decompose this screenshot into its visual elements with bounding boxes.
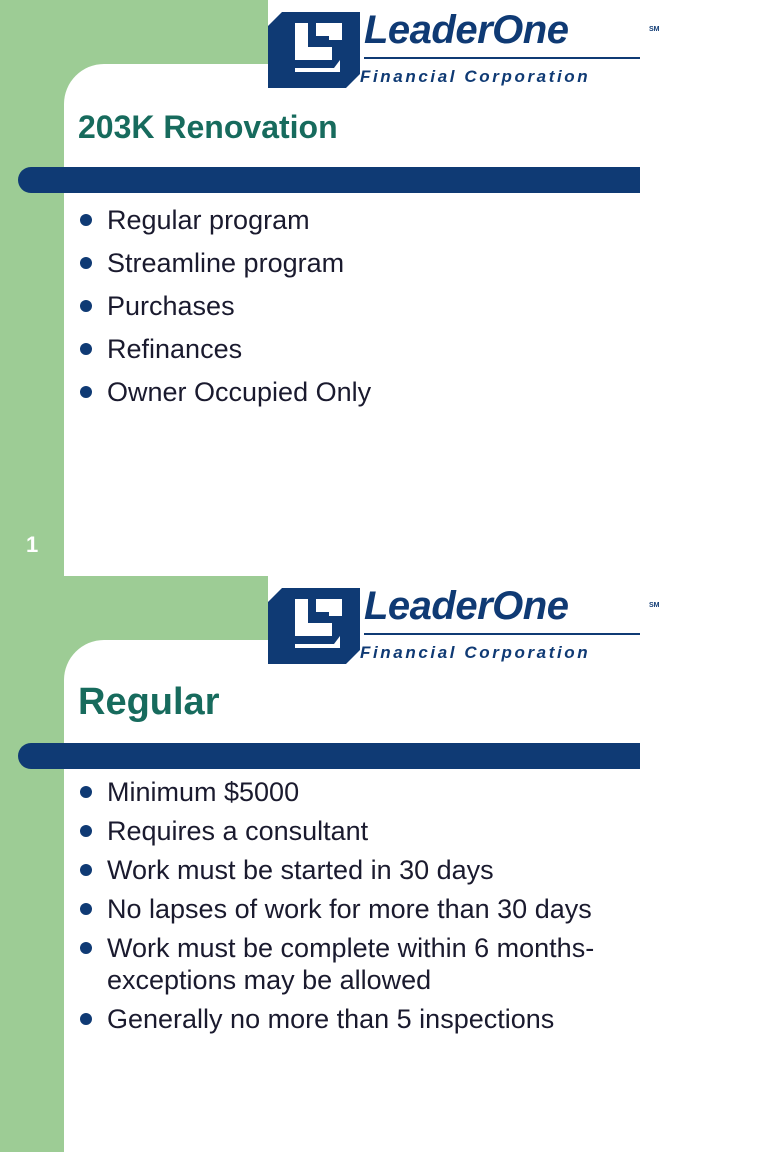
list-item (78, 332, 371, 366)
logo-tagline: Financial Corporation (360, 643, 591, 662)
service-mark: SM (649, 26, 660, 33)
bullet-text: Generally no more than 5 inspections (107, 1004, 555, 1034)
title-underline-bar (18, 743, 640, 769)
logo-wordmark: LeaderOne (364, 584, 569, 628)
bullet-text: Work must be started in 30 days (107, 855, 494, 885)
title-underline-bar (18, 167, 640, 193)
list-item (78, 375, 371, 409)
bullet-text: No lapses of work for more than 30 days (107, 894, 592, 924)
slide-title: Regular (78, 681, 220, 723)
list-item (78, 203, 371, 237)
bullet-text: Owner Occupied Only (107, 377, 372, 407)
company-logo (268, 10, 668, 90)
bullet-text: Work must be complete within 6 months- exceptions may be allowed (107, 933, 595, 995)
list-item (78, 1003, 667, 1035)
company-logo (268, 586, 668, 666)
bullet-text: Streamline program (107, 248, 345, 278)
bullet-icon (80, 1013, 92, 1025)
bullet-text: Refinances (107, 334, 243, 364)
bullet-icon (80, 903, 92, 915)
slide-title: 203K Renovation (78, 109, 338, 145)
bullet-text: Requires a consultant (107, 816, 369, 846)
list-item (78, 893, 667, 925)
bullet-icon (80, 343, 92, 355)
bullet-list (78, 203, 371, 418)
slide-2 (0, 576, 768, 1152)
logo-divider (364, 633, 640, 635)
bullet-icon (80, 864, 92, 876)
bullet-icon (80, 825, 92, 837)
list-item (78, 246, 371, 280)
logo-tagline: Financial Corporation (360, 67, 591, 86)
slide-number: 1 (26, 532, 39, 557)
bullet-icon (80, 942, 92, 954)
list-item (78, 815, 667, 847)
logo-divider (364, 57, 640, 59)
logo-wordmark: LeaderOne (364, 8, 569, 52)
list-item (78, 932, 667, 996)
bullet-text: Purchases (107, 291, 235, 321)
bullet-icon (80, 786, 92, 798)
bullet-icon (80, 214, 92, 226)
bullet-icon (80, 386, 92, 398)
bullet-text: Regular program (107, 205, 310, 235)
bullet-text: Minimum $5000 (107, 777, 300, 807)
leaderone-logo-mark-icon (268, 12, 360, 88)
bullet-list (78, 776, 667, 1042)
bullet-icon (80, 257, 92, 269)
service-mark: SM (649, 602, 660, 609)
list-item (78, 289, 371, 323)
bullet-icon (80, 300, 92, 312)
leaderone-logo-mark-icon (268, 588, 360, 664)
list-item (78, 776, 667, 808)
list-item (78, 854, 667, 886)
